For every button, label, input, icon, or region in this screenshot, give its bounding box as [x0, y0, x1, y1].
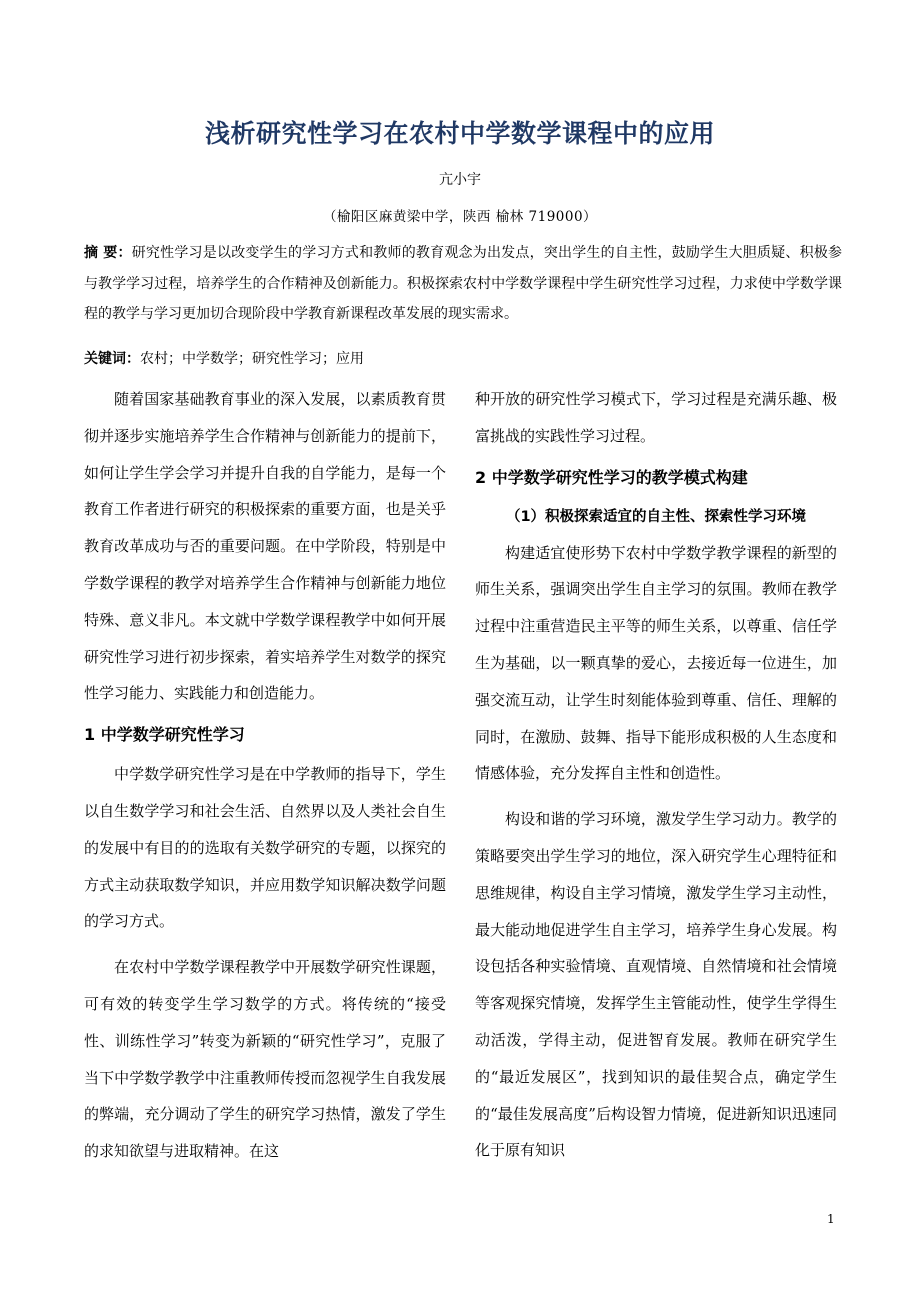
section-1-heading: 1 中学数学研究性学习	[84, 725, 245, 745]
section-1-paragraph-1: 中学数学研究性学习是在中学教师的指导下，学生以自生数学学习和社会生活、自然界以及人类社会自生的发展中有目的的选取有关数学研究的专题，以探究的方式主动获取数学知识，并应用数学知识解决数学问题的学习方式。	[84, 765, 446, 931]
subsection-1-paragraph-2: 构设和谐的学习环境，激发学生学习动力。教学的策略要突出学生学习的地位，深入研究学生心理特征和思维规律，构设自主学习情境，激发学生学习主动性，最大能动地促进学生自主学习，培养学生身心发展。构设包括各种实验情境、直观情境、自然情境和社会情境等客观探究情境，发挥学生主管能动性，使学生学得生动活泼，学得主动，促进智育发展。教师在研究学生的“最近发展区”，找到知识的最佳契合点，确定学生的“最佳发展高度”后构设智力情境，促进新知识迅速同化于原有知识	[475, 810, 837, 1160]
section-1-paragraph-2: 在农村中学数学课程教学中开展数学研究性课题，可有效的转变学生学习数学的方式。将传统的“接受性、训练性学习”转变为新颖的“研究性学习”，克服了当下中学数学教学中注重教师传授而忽视学生自我发展的弊端，充分调动了学生的研究学习热情，激发了学生的求知欲望与进取精神。在这	[84, 958, 446, 1161]
keywords	[84, 344, 842, 374]
page-number: 1	[827, 1212, 835, 1226]
paper-title: 浅析研究性学习在农村中学数学课程中的应用	[204, 119, 715, 148]
author-affiliation: （榆阳区麻黄梁中学，陕西 榆林 719000）	[322, 209, 598, 225]
section-2-heading: 2 中学数学研究性学习的教学模式构建	[475, 467, 748, 487]
abstract	[84, 238, 842, 330]
abstract-label: 摘 要：	[84, 245, 132, 261]
subsection-1-paragraph-1: 构建适宜使形势下农村中学数学教学课程的新型的师生关系，强调突出学生自主学习的氛围。教师在教学过程中注重营造民主平等的师生关系，以尊重、信任学生为基础，以一颗真挚的爱心，去接近每一位进生，加强交流互动，让学生时刻能体验到尊重、信任、理解的同时，在激励、鼓舞、指导下能形成积极的人生态度和情感体验，充分发挥自主性和创造性。	[475, 543, 837, 783]
abstract-text: 研究性学习是以改变学生的学习方式和教师的教育观念为出发点，突出学生的自主性，鼓励学生大胆质疑、积极参与教学学习过程，培养学生的合作精神及创新能力。积极探索农村中学数学课程中学生研究性学习过程，力求使中学数学课程的教学与学习更加切合现阶段中学教育新课程改革发展的现实需求。	[84, 245, 843, 322]
continued-paragraph: 种开放的研究性学习模式下，学习过程是充满乐趣、极富挑战的实践性学习过程。	[475, 390, 837, 445]
author-name: 亢小宇	[439, 172, 481, 188]
left-column	[84, 381, 446, 1170]
subsection-1-heading: （1）积极探索适宜的自主性、探索性学习环境	[505, 508, 807, 525]
keywords-label: 关键词：	[84, 351, 140, 367]
keywords-text: 农村；中学数学；研究性学习；应用	[140, 351, 364, 367]
right-column	[475, 381, 837, 1169]
intro-paragraph: 随着国家基础教育事业的深入发展，以素质教育贯彻并逐步实施培养学生合作精神与创新能力的提前下，如何让学生学会学习并提升自我的自学能力，是每一个教育工作者进行研究的积极探索的重要方面，也是关乎教育改革成功与否的重要问题。在中学阶段，特别是中学数学课程的教学对培养学生合作精神与创新能力地位特殊、意义非凡。本文就中学数学课程教学中如何开展研究性学习进行初步探索，着实培养学生对数学的探究性学习能力、实践能力和创造能力。	[84, 390, 446, 703]
